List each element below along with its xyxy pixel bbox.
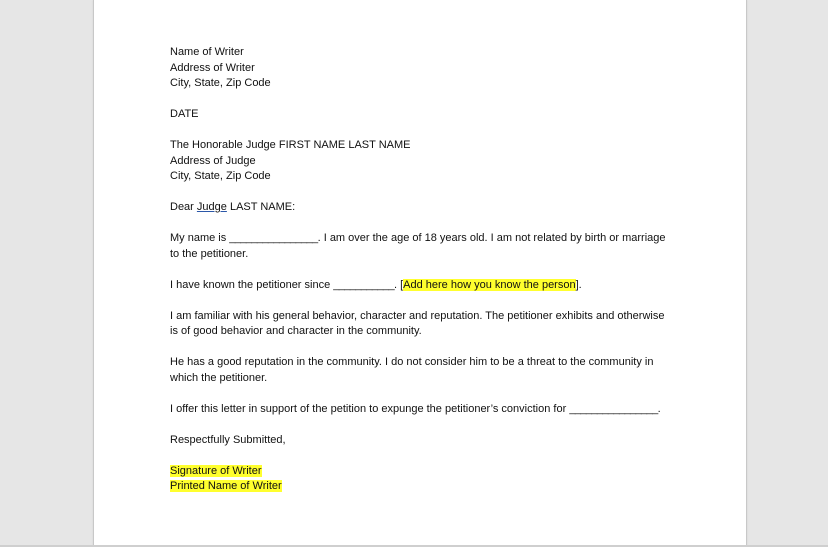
paragraph-known-since — [170, 278, 675, 294]
judge-city: City, State, Zip Code — [170, 170, 271, 182]
salutation — [170, 200, 675, 216]
paragraph-support — [170, 402, 675, 418]
date-block — [170, 107, 675, 123]
paragraph-reputation: He has a good reputation in the community. I do not consider him to be a threat to the community in which the petitioner. — [170, 356, 654, 384]
printed-name-line: Printed Name of Writer — [170, 480, 282, 492]
signature-line: Signature of Writer — [170, 464, 262, 477]
p5-conviction-blank: ________________ — [569, 402, 658, 415]
p2-since-blank: ___________ — [333, 278, 394, 291]
judge-address-block — [170, 138, 675, 185]
closing — [170, 433, 675, 449]
writer-address-block — [170, 45, 675, 92]
document-page[interactable] — [93, 0, 747, 546]
closing-line: Respectfully Submitted, — [170, 433, 286, 446]
writer-address: Address of Writer — [170, 61, 255, 74]
writer-name: Name of Writer — [170, 46, 244, 58]
letter-body[interactable] — [170, 45, 675, 510]
paragraph-name-age — [170, 231, 675, 262]
judge-name: The Honorable Judge FIRST NAME LAST NAME — [170, 139, 411, 151]
signature-block — [170, 464, 675, 495]
writer-city: City, State, Zip Code — [170, 77, 271, 89]
p5-text-after: . — [657, 402, 661, 415]
paragraph-character: I am familiar with his general behavior, character and reputation. The petitioner exhibits and otherwise is of good behavior and character in the community. — [170, 309, 665, 337]
salutation-suffix: LAST NAME: — [226, 201, 296, 213]
p1-name-blank: ________________ — [229, 232, 318, 244]
p5-text-before: I offer this letter in support of the petition to expunge the petitioner’s conviction for — [170, 402, 570, 415]
p1-text-after: . I am over the age of 18 years old. I am not related by birth or marriage to the petitioner. — [170, 232, 666, 260]
p2-text-after: ]. — [575, 278, 582, 291]
date-line: DATE — [170, 108, 199, 120]
p2-text-before: I have known the petitioner since — [170, 278, 334, 291]
judge-address: Address of Judge — [170, 154, 256, 167]
p2-text-mid: . [ — [393, 278, 404, 291]
p2-highlighted-instruction: Add here how you know the person — [403, 278, 576, 291]
salutation-prefix: Dear — [170, 201, 197, 213]
p1-text-before: My name is — [170, 232, 230, 244]
salutation-judge-word: Judge — [196, 201, 227, 213]
